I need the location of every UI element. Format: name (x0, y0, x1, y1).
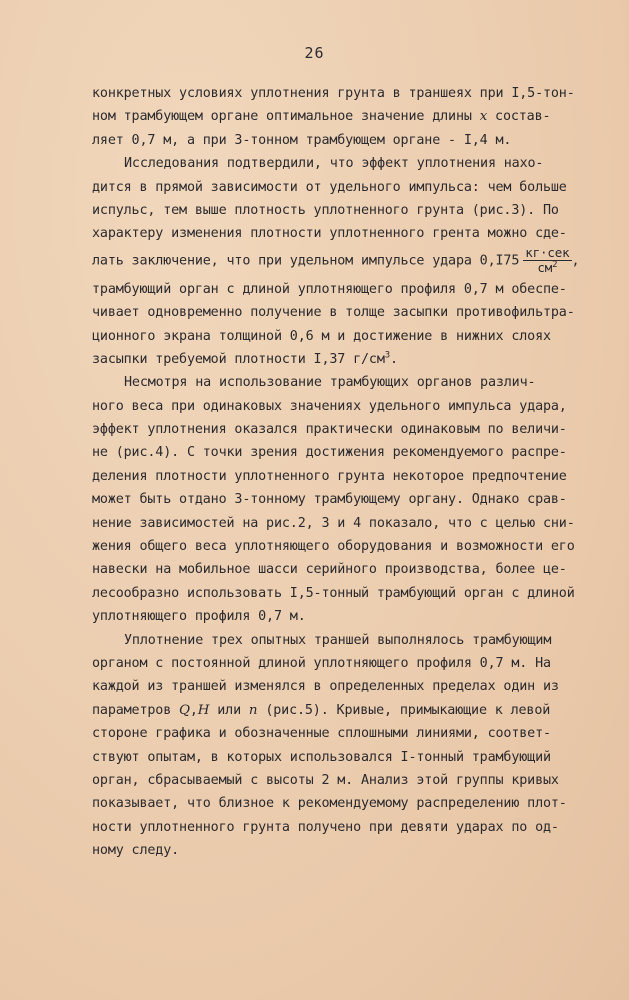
text-line: органом с постоянной длиной уплотняющего профиля 0,7 м. На (92, 655, 551, 671)
text-line: засыпки требуемой плотности I,37 $г/см^3$. (92, 350, 398, 367)
text-line: ного веса при одинаковых значениях удельного импульса удара, (92, 398, 567, 414)
text-line: конкретных условиях уплотнения грунта в траншеях при I,5-тон- (92, 86, 575, 101)
text-line: стороне графика и обозначенные сплошными линиями, соответ- (92, 726, 551, 742)
unit-fraction (523, 246, 571, 275)
text-line: каждой из траншей изменялся в определенных пределах один из (92, 679, 559, 695)
text-line: лать заключение, что при удельном импульсе удара 0,I75 $\frac{\text{кг·сек}}{см^2}$ , (92, 244, 580, 275)
text-line: не (рис.4). С точки зрения достижения рекомендуемого распре- (92, 445, 567, 461)
text-line: ционного экрана толщиной 0,6 м и достижение в нижних слоях (92, 328, 551, 344)
unit-denominator: $см^2$ (537, 259, 558, 275)
text-line: Уплотнение трех опытных траншей выполнялось трамбующим (124, 632, 552, 648)
text-line: Несмотря на использование трамбующих органов различ- (124, 375, 536, 391)
page-number: 26 (304, 44, 325, 62)
text-line: жения общего веса уплотняющего оборудования и возможности его (92, 539, 575, 555)
text-line: чивает одновременно получение в толще засыпки противофильтра- (92, 305, 575, 321)
text-line: показывает, что близное к рекомендуемому распределению плот- (92, 796, 567, 812)
text-line: лесообразно использовать I,5-тонный трамбующий орган с длиной (92, 585, 575, 601)
text-line: Исследования подтвердили, что эффект уплотнения нахо- (124, 156, 544, 172)
text-line: ствуют опытам, в которых использовался I-тонный трамбующий (92, 749, 551, 765)
body-text (92, 82, 592, 863)
variable-n: n (248, 702, 258, 718)
text-line: уплотняющего профиля 0,7 м. (92, 609, 306, 625)
text-line: ном трамбующем органе оптимальное значение длины x состав- (92, 109, 551, 125)
unit-numerator: кг·сек (525, 244, 570, 260)
text-line: ному следу. (92, 843, 180, 859)
text-line: навески на мобильное шасси серийного производства, более це- (92, 562, 567, 578)
text-line: деления плотности уплотненного грунта некоторое предпочтение (92, 468, 567, 484)
text-line: нение зависимостей на рис.2, 3 и 4 показало, что с целью сни- (92, 515, 575, 531)
text-line: ности уплотненного грунта получено при девяти ударах по од- (92, 819, 559, 835)
text-line: ляет 0,7 м, а при 3-тонном трамбующем органе - I,4 м. (92, 132, 512, 148)
variable-q: Q (179, 702, 190, 718)
variable-h: H (197, 702, 210, 718)
text-line: орган, сбрасываемый с высоты 2 м. Анализ этой группы кривых (92, 772, 559, 788)
text-line: эффект уплотнения оказался практически одинаковым по величи- (92, 422, 567, 438)
text-line: трамбующий орган с длиной уплотняющего профиля 0,7 м обеспе- (92, 281, 567, 297)
variable-x: x (479, 109, 488, 125)
text-line: характеру изменения плотности уплотненного грента можно сде- (92, 226, 567, 242)
text-line: параметров Q,H или n (рис.5). Кривые, примыкающие к левой (92, 702, 551, 718)
text-line: может быть отдано 3-тонному трамбующему органу. Однако срав- (92, 492, 567, 508)
text-line: дится в прямой зависимости от удельного импульса: чем больше (92, 179, 567, 195)
text-line: испульс, тем выше плотность уплотненного грунта (рис.3). По (92, 202, 559, 218)
